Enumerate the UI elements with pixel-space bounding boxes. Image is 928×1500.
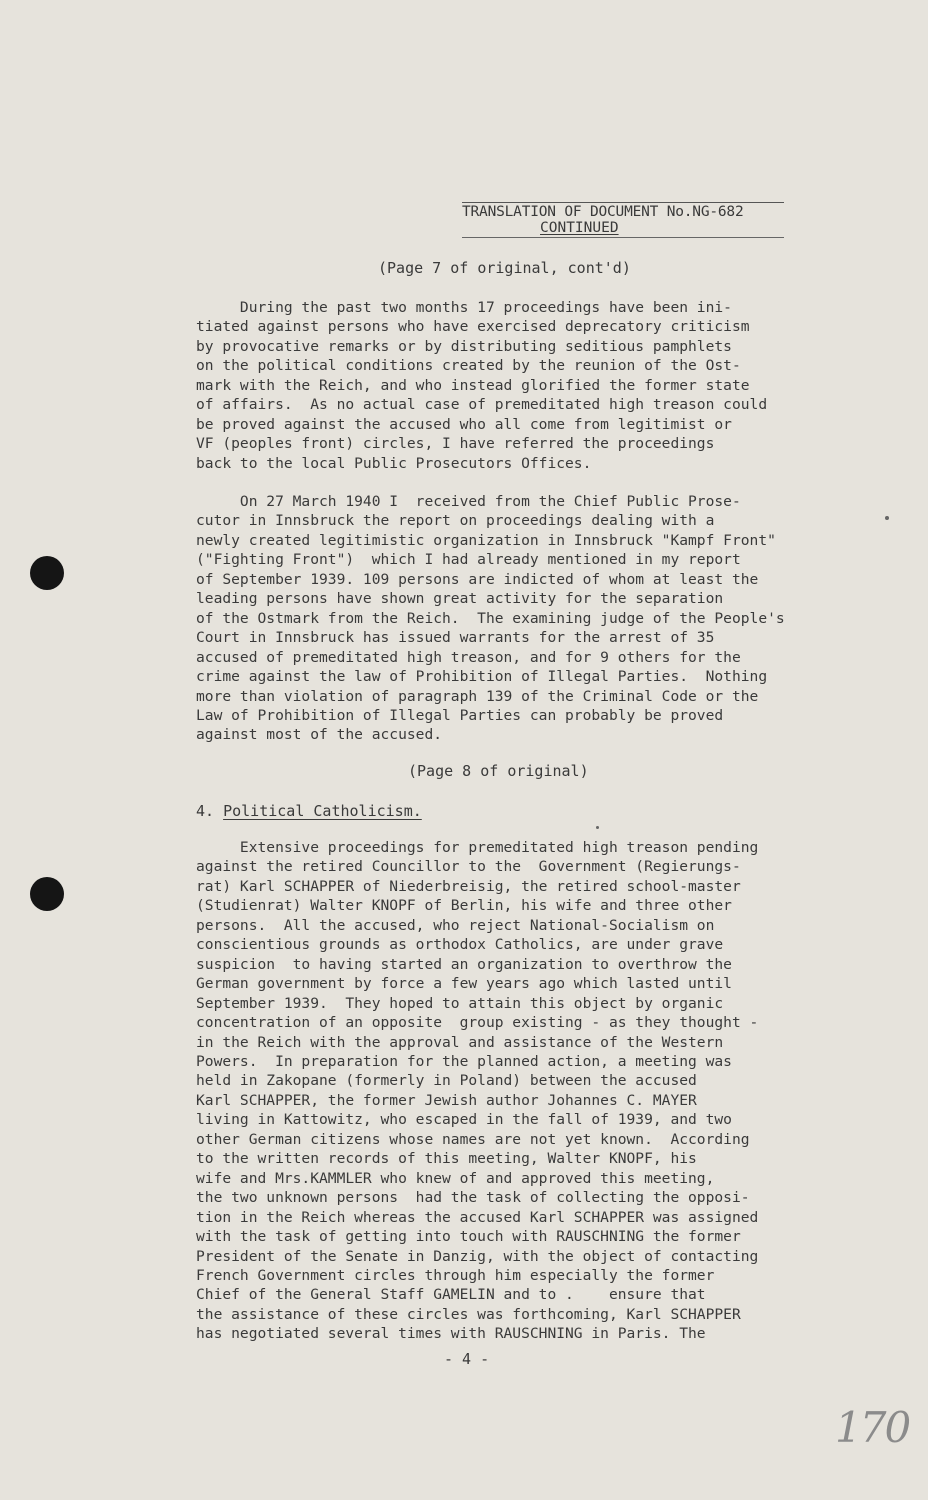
text-line: wife and Mrs.KAMMLER who knew of and approved this meeting, xyxy=(196,1169,715,1187)
text-line: has negotiated several times with RAUSCHNING in Paris. The xyxy=(196,1325,706,1343)
page-reference: (Page 7 of original, cont'd) xyxy=(378,259,631,277)
handwritten-page-number: 170 xyxy=(835,1403,910,1452)
text-line: held in Zakopane (formerly in Poland) between the accused xyxy=(196,1072,697,1090)
text-line: French Government circles through him especially the former xyxy=(196,1266,715,1284)
text-line: in the Reich with the approval and assistance of the Western xyxy=(196,1033,724,1051)
text-line: On 27 March 1940 I received from the Chief Public Prose- xyxy=(196,493,741,510)
text-line: Extensive proceedings for premeditated high treason pending xyxy=(196,839,759,856)
text-line: of the Ostmark from the Reich. The examining judge of the People's xyxy=(196,609,785,627)
text-line: President of the Senate in Danzig, with the object of contacting xyxy=(196,1247,759,1265)
text-line: more than violation of paragraph 139 of the Criminal Code or the xyxy=(196,687,759,705)
section-heading xyxy=(196,802,422,820)
header-rule xyxy=(462,202,784,203)
text-line: to the written records of this meeting, Walter KNOPF, his xyxy=(196,1150,697,1168)
text-line: of affairs. As no actual case of premeditated high treason could xyxy=(196,396,768,414)
text-line: German government by force a few years ago which lasted until xyxy=(196,975,732,993)
text-line: against most of the accused. xyxy=(196,726,443,744)
text-line: be proved against the accused who all come from legitimist or xyxy=(196,415,732,433)
page-number: - 4 - xyxy=(444,1350,490,1368)
punch-hole xyxy=(30,877,64,911)
text-line: rat) Karl SCHAPPER of Niederbreisig, the retired school-master xyxy=(196,877,741,895)
header-continued: CONTINUED xyxy=(540,220,619,236)
text-line: VF (peoples front) circles, I have referred the proceedings xyxy=(196,435,715,453)
text-line: newly created legitimistic organization in Innsbruck "Kampf Front" xyxy=(196,531,776,549)
text-line: Karl SCHAPPER, the former Jewish author Johannes C. MAYER xyxy=(196,1091,697,1109)
text-line: by provocative remarks or by distributing seditious pamphlets xyxy=(196,337,732,355)
text-line: of September 1939. 109 persons are indicted of whom at least the xyxy=(196,570,759,588)
text-line: back to the local Public Prosecutors Offices. xyxy=(196,454,592,472)
text-line: September 1939. They hoped to attain this object by organic xyxy=(196,994,724,1012)
text-line: accused of premeditated high treason, and for 9 others for the xyxy=(196,648,741,666)
text-line: mark with the Reich, and who instead glorified the former state xyxy=(196,376,750,394)
text-line: on the political conditions created by the reunion of the Ost- xyxy=(196,357,741,375)
speck xyxy=(596,826,599,829)
punch-hole xyxy=(30,556,64,590)
text-line: other German citizens whose names are not yet known. According xyxy=(196,1130,750,1148)
text-line: suspicion to having started an organization to overthrow the xyxy=(196,955,732,973)
paragraph xyxy=(196,838,836,1344)
header-rule xyxy=(462,237,784,238)
section-number: 4. xyxy=(196,802,215,820)
page-reference: (Page 8 of original) xyxy=(408,762,589,780)
document-header xyxy=(462,202,784,238)
text-line: During the past two months 17 proceedings have been ini- xyxy=(196,299,732,316)
text-line: cutor in Innsbruck the report on proceedings dealing with a xyxy=(196,512,715,530)
section-title: Political Catholicism. xyxy=(223,802,422,820)
text-line: tion in the Reich whereas the accused Karl SCHAPPER was assigned xyxy=(196,1208,759,1226)
text-line: the assistance of these circles was forthcoming, Karl SCHAPPER xyxy=(196,1305,741,1323)
text-line: (Studienrat) Walter KNOPF of Berlin, his wife and three other xyxy=(196,897,732,915)
text-line: the two unknown persons had the task of collecting the opposi- xyxy=(196,1189,750,1207)
text-line: conscientious grounds as orthodox Catholics, are under grave xyxy=(196,936,724,954)
text-line: crime against the law of Prohibition of Illegal Parties. Nothing xyxy=(196,668,768,686)
text-line: concentration of an opposite group existing - as they thought - xyxy=(196,1014,759,1032)
text-line: tiated against persons who have exercised deprecatory criticism xyxy=(196,318,750,336)
speck xyxy=(885,516,889,520)
paragraph xyxy=(196,298,836,473)
text-line: with the task of getting into touch with RAUSCHNING the former xyxy=(196,1228,741,1246)
header-title: TRANSLATION OF DOCUMENT No.NG-682 xyxy=(462,204,744,220)
text-line: Powers. In preparation for the planned action, a meeting was xyxy=(196,1052,732,1070)
text-line: Court in Innsbruck has issued warrants for the arrest of 35 xyxy=(196,629,715,647)
paragraph xyxy=(196,492,836,745)
text-line: living in Kattowitz, who escaped in the fall of 1939, and two xyxy=(196,1111,732,1129)
text-line: persons. All the accused, who reject National-Socialism on xyxy=(196,916,715,934)
text-line: against the retired Councillor to the Government (Regierungs- xyxy=(196,858,741,876)
text-line: ("Fighting Front") which I had already mentioned in my report xyxy=(196,551,741,569)
text-line: Law of Prohibition of Illegal Parties can probably be proved xyxy=(196,706,724,724)
text-line: leading persons have shown great activity for the separation xyxy=(196,590,724,608)
text-line: Chief of the General Staff GAMELIN and to . ensure that xyxy=(196,1286,706,1304)
